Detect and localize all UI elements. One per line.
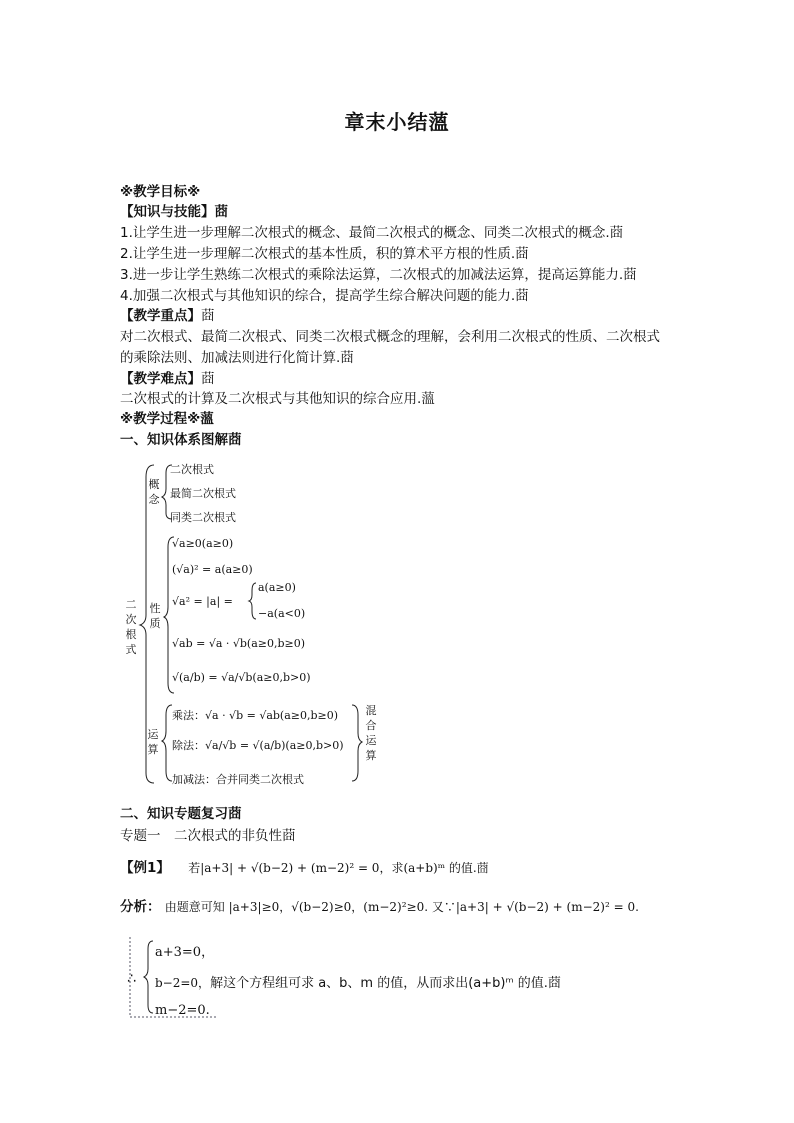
difficult-heading: [120, 369, 215, 389]
concept-item-1: 二次根式: [170, 463, 214, 476]
goal-item-4: 4.加强二次根式与其他知识的综合，提高学生综合解决问题的能力.莔: [120, 288, 529, 304]
difficult-heading-label: 【教学难点】: [120, 371, 201, 387]
example-1: [120, 858, 489, 878]
system-conclusion: 解这个方程组可求 a、b、m 的值，从而求出(a+b)ᵐ 的值.莔: [210, 976, 561, 991]
concept-label: 概念: [148, 478, 160, 506]
abs-case-negative: −a(a<0): [258, 607, 306, 620]
concept-item-3: 同类二次根式: [170, 511, 236, 524]
analysis-text: 由题意可知 |a+3|≥0，√(b−2)≥0，(m−2)²≥0. 又∵|a+3| + √(b−2) + (m−2)² = 0.: [164, 900, 639, 914]
mixed-label: 混合运算: [365, 704, 377, 762]
difficult-text: 二次根式的计算及二次根式与其他知识的综合应用.薀: [120, 391, 435, 407]
equation-3: m−2=0.: [155, 1003, 210, 1018]
property-brace: [164, 537, 174, 693]
operation-multiply: 乘法：√a · √b = √ab(a≥0,b≥0): [172, 709, 339, 722]
operation-divide: 除法：√a/√b = √(a/b)(a≥0,b>0): [172, 739, 344, 752]
property-1: √a≥0(a≥0): [172, 537, 234, 550]
property-4: √ab = √a · √b(a≥0,b≥0): [172, 637, 306, 650]
section2-heading: 二、知识专题复习莔: [120, 806, 242, 822]
therefore-symbol: ∴: [127, 971, 136, 987]
knowledge-heading: 【知识与技能】莔: [120, 204, 228, 220]
key-heading-tail: 莔: [201, 308, 215, 324]
example-label: 【例1】: [120, 860, 170, 876]
analysis-label: 分析：: [120, 899, 161, 915]
equation-1: a+3=0，: [155, 945, 215, 960]
example-text: 若|a+3| + √(b−2) + (m−2)² = 0，求(a+b)ᵐ 的值.莔: [188, 861, 489, 875]
goals-heading: ※教学目标※: [120, 184, 201, 200]
process-heading: ※教学过程※薀: [120, 411, 214, 427]
goal-item-3: 3.进一步让学生熟练二次根式的乘除法运算，二次根式的加减法运算，提高运算能力.莔: [120, 267, 637, 283]
root-label: 二次根式: [125, 598, 137, 656]
key-heading-label: 【教学重点】: [120, 308, 201, 324]
page-title: 章末小结薀: [344, 110, 450, 134]
mixed-brace: [352, 705, 362, 781]
section1-heading: 一、知识体系图解莔: [120, 432, 242, 448]
equation-system: [127, 935, 647, 1020]
equation-2: b−2=0，: [155, 976, 211, 990]
property-5: √(a/b) = √a/√b(a≥0,b>0): [172, 671, 311, 684]
key-heading: [120, 306, 215, 326]
concept-item-2: 最简二次根式: [170, 487, 236, 500]
goal-item-1: 1.让学生进一步理解二次根式的概念、最简二次根式的概念、同类二次根式的概念.莔: [120, 225, 624, 241]
equation-2-row: [155, 972, 561, 991]
key-text-line-1: 对二次根式、最简二次根式、同类二次根式概念的理解，会利用二次根式的性质、二次根式: [120, 329, 660, 345]
property-label: 性质: [149, 602, 161, 630]
property-2: (√a)² = a(a≥0): [172, 563, 253, 576]
property-3: √a² = |a| =: [172, 595, 233, 608]
analysis: [120, 897, 639, 917]
abs-brace: [249, 583, 256, 619]
difficult-heading-tail: 莔: [201, 371, 215, 387]
abs-case-positive: a(a≥0): [258, 581, 296, 594]
knowledge-diagram: [120, 455, 400, 795]
topic1-heading: 专题一 二次根式的非负性莔: [120, 828, 296, 844]
operation-add-subtract: 加减法：合并同类二次根式: [172, 773, 304, 786]
key-text-line-2: 的乘除法则、加减法则进行化简计算.莔: [120, 350, 354, 366]
operation-label: 运算: [147, 728, 159, 756]
goal-item-2: 2.让学生进一步理解二次根式的基本性质，积的算术平方根的性质.莔: [120, 246, 529, 262]
operation-brace: [162, 705, 172, 781]
